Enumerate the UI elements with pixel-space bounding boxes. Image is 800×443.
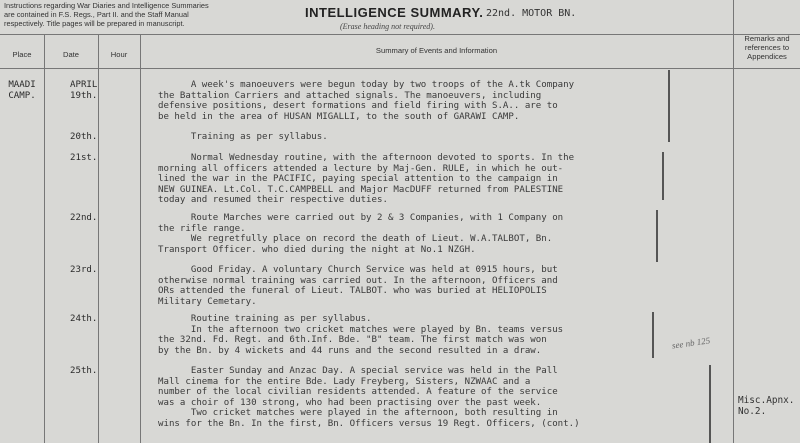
- entry-date: 22nd.: [70, 213, 98, 223]
- entry-summary: Routine training as per syllabus. In the afternoon two cricket matches were played by Bn. teams versus the 32nd. Fd. Regt. and 6th.Inf. Bde. "B" team. The first match was won by the Bn. by 4 wickets and 44 runs and the second resulted in a draw.: [158, 314, 564, 356]
- place-line-2: CAMP.: [8, 91, 36, 101]
- entry-summary: Route Marches were carried out by 2 & 3 Companies, with 1 Company on the rifle range. We regretfully place on record the death of Lieut. W.A.TALBOT, Bn. Transport Officer. who died during the night at No.1 NZGH.: [158, 213, 564, 255]
- hour-divider: [140, 34, 141, 443]
- column-header-date: Date: [62, 50, 80, 59]
- entry-summary: A week's manoeuvers were begun today by two troops of the A.tk Company the Battalion Carriers and attached signals. The manoeuvers, including defensive positions, desert formations and field firing with S.A.. are to be held in the area of HUSAN MIGALLI, to the south of GARAWI CAMP.: [158, 80, 575, 122]
- month-label: APRIL: [70, 80, 98, 90]
- margin-pen-line: [709, 365, 711, 443]
- entry-summary: Training as per syllabus.: [158, 132, 328, 142]
- column-header-place: Place: [12, 50, 32, 59]
- unit-name: 22nd. MOTOR BN.: [486, 8, 577, 19]
- handwritten-margin-note: see nb 125: [671, 335, 711, 351]
- page-title: INTELLIGENCE SUMMARY.: [305, 5, 484, 20]
- place-line-1: MAADI: [8, 80, 36, 90]
- column-header-remarks: Remarks and references to Appendices: [744, 34, 790, 61]
- entry-summary: Good Friday. A voluntary Church Service was held at 0915 hours, but otherwise normal training was carried out. In the afternoon, Officers and ORs attended the funeral of Lieut. TALBOT. who was buried at HELIOPOLIS Military Cemetary.: [158, 265, 558, 307]
- appendix-reference: [738, 395, 794, 417]
- place-divider: [44, 34, 45, 443]
- margin-pen-line: [656, 210, 658, 262]
- entry-date: 19th.: [70, 91, 98, 101]
- entry-date: 20th.: [70, 132, 98, 142]
- appendix-ref-line-2: No.2.: [738, 406, 767, 417]
- header-bottom-rule: [0, 68, 800, 69]
- remarks-divider: [733, 0, 734, 443]
- column-header-summary: Summary of Events and Information: [375, 46, 498, 55]
- instructions-note: Instructions regarding War Diaries and Intelligence Summaries are contained in F.S. Regs., Part II. and the Staff Manual respectively. Title pages will be prepared in manuscript.: [4, 1, 209, 28]
- margin-pen-line: [662, 152, 664, 200]
- date-divider: [98, 34, 99, 443]
- column-header-hour: Hour: [110, 50, 128, 59]
- entry-summary: Normal Wednesday routine, with the afternoon devoted to sports. In the morning all officers attended a lecture by Maj-Gen. RULE, in which he out- lined the war in the PACIFIC, paying special attention to the campaign in NEW GUINEA. Lt.Col. T.C.CAMPBELL and Major MacDUFF returned from PALESTINE today and resumed their respective duties.: [158, 153, 575, 206]
- entry-date: 21st.: [70, 153, 98, 163]
- entry-date: 25th.: [70, 366, 98, 376]
- erase-heading-note: (Erase heading not required).: [340, 22, 435, 31]
- entry-date: 24th.: [70, 314, 98, 324]
- margin-pen-line: [668, 70, 670, 142]
- appendix-ref-line-1: Misc.Apnx.: [738, 395, 795, 406]
- entry-summary: Easter Sunday and Anzac Day. A special service was held in the Pall Mall cinema for the entire Bde. Lady Freyberg, Sisters, NZWAAC and a number of the local civilian residents attended. A feature of the service was a choir of 130 strong, who had been practising over the past week. Two cricket matches were played in the afternoon, both resulting in wins for the Bn. In the first, Bn. Officers versus 19 Regt. Officers, (cont.): [158, 366, 580, 429]
- entry-date: 23rd.: [70, 265, 98, 275]
- header-top-rule: [0, 34, 800, 35]
